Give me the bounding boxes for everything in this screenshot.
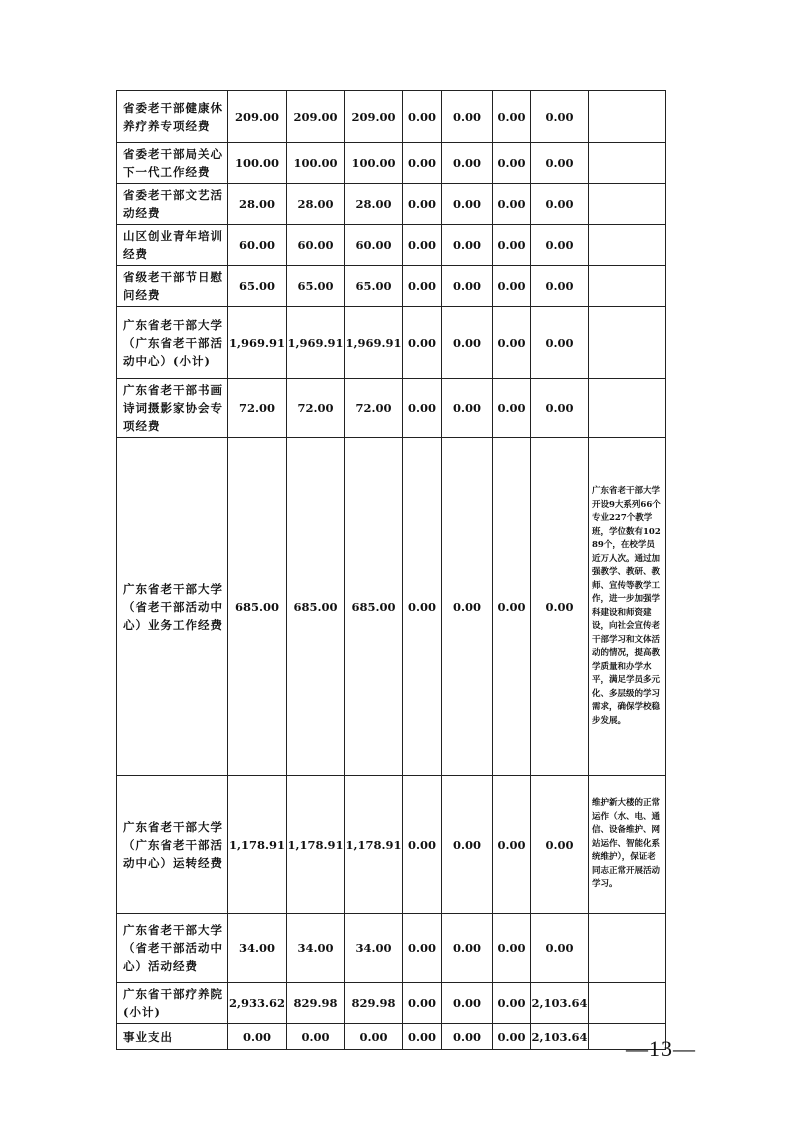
item-name-cell: 广东省干部疗养院(小计) [117,983,228,1024]
amount-cell: 28.00 [287,184,345,225]
amount-cell: 0.00 [403,184,442,225]
remark-cell: 广东省老干部大学开设9大系列66个专业227个教学班，学位数有10289个，在校学员近万人次。通过加强教学、教研、教师、宣传等教学工作，进一步加强学科建设和师资建设，向社会宣传老干部学习和文体活动的情况，提高教学质量和办学水平，满足学员多元化、多层级的学习需求，确保学校稳步发展。 [589,438,666,776]
amount-cell: 0.00 [493,914,531,983]
amount-cell: 685.00 [228,438,287,776]
item-name-cell: 省委老干部局关心下一代工作经费 [117,143,228,184]
amount-cell: 0.00 [531,225,589,266]
amount-cell: 0.00 [403,143,442,184]
amount-cell: 0.00 [442,983,493,1024]
amount-cell: 0.00 [531,143,589,184]
table-row [117,438,666,776]
amount-cell: 0.00 [531,914,589,983]
table-row [117,143,666,184]
amount-cell: 60.00 [287,225,345,266]
amount-cell: 0.00 [531,266,589,307]
amount-cell: 2,103.64 [531,1024,589,1050]
amount-cell: 685.00 [287,438,345,776]
amount-cell: 0.00 [493,225,531,266]
amount-cell: 100.00 [345,143,403,184]
amount-cell: 28.00 [228,184,287,225]
amount-cell: 0.00 [403,91,442,143]
amount-cell: 0.00 [442,91,493,143]
amount-cell: 829.98 [287,983,345,1024]
amount-cell: 0.00 [442,184,493,225]
amount-cell: 0.00 [442,914,493,983]
amount-cell: 0.00 [442,379,493,438]
table-row [117,983,666,1024]
amount-cell: 0.00 [403,1024,442,1050]
amount-cell: 209.00 [228,91,287,143]
remark-cell [589,184,666,225]
amount-cell: 0.00 [531,438,589,776]
amount-cell: 28.00 [345,184,403,225]
remark-cell [589,225,666,266]
amount-cell: 0.00 [493,983,531,1024]
amount-cell: 34.00 [228,914,287,983]
amount-cell: 0.00 [493,379,531,438]
amount-cell: 2,103.64 [531,983,589,1024]
amount-cell: 0.00 [442,1024,493,1050]
remark-cell [589,914,666,983]
amount-cell: 65.00 [345,266,403,307]
amount-cell: 34.00 [345,914,403,983]
item-name-cell: 广东省老干部大学（广东省老干部活动中心）运转经费 [117,776,228,914]
remark-cell [589,983,666,1024]
amount-cell: 0.00 [442,143,493,184]
remark-cell [589,143,666,184]
amount-cell: 0.00 [403,914,442,983]
amount-cell: 0.00 [403,225,442,266]
amount-cell: 60.00 [345,225,403,266]
table-row [117,776,666,914]
budget-table [116,90,666,1050]
amount-cell: 1,178.91 [287,776,345,914]
amount-cell: 0.00 [345,1024,403,1050]
amount-cell: 0.00 [493,776,531,914]
amount-cell: 0.00 [228,1024,287,1050]
table-row [117,1024,666,1050]
amount-cell: 0.00 [403,379,442,438]
table-row [117,184,666,225]
item-name-cell: 广东省老干部大学（省老干部活动中心）业务工作经费 [117,438,228,776]
item-name-cell: 省委老干部文艺活动经费 [117,184,228,225]
amount-cell: 60.00 [228,225,287,266]
amount-cell: 1,178.91 [228,776,287,914]
table-row [117,266,666,307]
table-row [117,91,666,143]
amount-cell: 0.00 [531,379,589,438]
table-row [117,914,666,983]
item-name-cell: 省级老干部节日慰问经费 [117,266,228,307]
table-row [117,379,666,438]
amount-cell: 0.00 [287,1024,345,1050]
amount-cell: 0.00 [531,184,589,225]
amount-cell: 0.00 [403,307,442,379]
amount-cell: 829.98 [345,983,403,1024]
table-row [117,307,666,379]
item-name-cell: 广东省老干部书画诗词摄影家协会专项经费 [117,379,228,438]
amount-cell: 0.00 [493,184,531,225]
amount-cell: 0.00 [442,307,493,379]
amount-cell: 65.00 [228,266,287,307]
amount-cell: 209.00 [345,91,403,143]
amount-cell: 0.00 [493,266,531,307]
amount-cell: 685.00 [345,438,403,776]
amount-cell: 0.00 [493,91,531,143]
amount-cell: 72.00 [228,379,287,438]
amount-cell: 0.00 [442,776,493,914]
amount-cell: 2,933.62 [228,983,287,1024]
amount-cell: 1,178.91 [345,776,403,914]
item-name-cell: 山区创业青年培训经费 [117,225,228,266]
amount-cell: 0.00 [493,307,531,379]
amount-cell: 0.00 [403,266,442,307]
amount-cell: 0.00 [493,1024,531,1050]
amount-cell: 0.00 [442,225,493,266]
amount-cell: 1,969.91 [345,307,403,379]
amount-cell: 0.00 [493,438,531,776]
amount-cell: 100.00 [287,143,345,184]
amount-cell: 0.00 [442,438,493,776]
item-name-cell: 广东省老干部大学（广东省老干部活动中心）(小计) [117,307,228,379]
page-number: —13— [626,1036,696,1061]
amount-cell: 0.00 [531,307,589,379]
amount-cell: 34.00 [287,914,345,983]
item-name-cell: 省委老干部健康休养疗养专项经费 [117,91,228,143]
amount-cell: 1,969.91 [228,307,287,379]
amount-cell: 65.00 [287,266,345,307]
remark-cell: 维护新大楼的正常运作（水、电、通信、设备维护、网站运作、智能化系统维护），保证老同志正常开展活动学习。 [589,776,666,914]
item-name-cell: 广东省老干部大学（省老干部活动中心）活动经费 [117,914,228,983]
amount-cell: 0.00 [403,983,442,1024]
amount-cell: 72.00 [345,379,403,438]
amount-cell: 0.00 [442,266,493,307]
amount-cell: 0.00 [403,438,442,776]
table-row [117,225,666,266]
amount-cell: 100.00 [228,143,287,184]
amount-cell: 0.00 [493,143,531,184]
amount-cell: 209.00 [287,91,345,143]
amount-cell: 0.00 [531,91,589,143]
item-name-cell: 事业支出 [117,1024,228,1050]
remark-cell [589,379,666,438]
amount-cell: 1,969.91 [287,307,345,379]
amount-cell: 0.00 [531,776,589,914]
amount-cell: 0.00 [403,776,442,914]
amount-cell: 72.00 [287,379,345,438]
remark-cell [589,91,666,143]
remark-cell [589,266,666,307]
remark-cell [589,307,666,379]
